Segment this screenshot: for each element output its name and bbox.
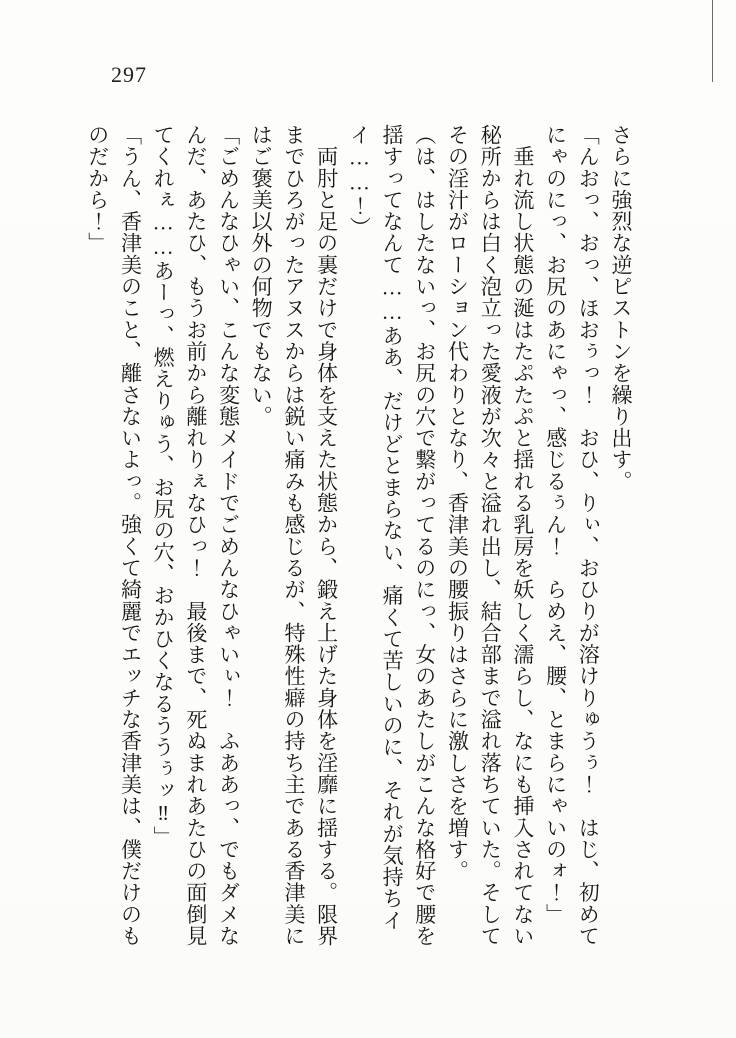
- paragraph: 垂れ流し状態の涎はたぷたぷと揺れる乳房を妖しく濡らし、なにも挿入されてない秘所からは白く泡立った愛液が次々と溢れ出し、結合部まで溢れ落ちていた。そしてその淫汁がローション代わりとなり、香津美の腰振りはさらに激しさを増す。: [445, 124, 535, 947]
- paragraph: 両肘と足の裏だけで身体を支えた状態から、鍛え上げた身体を淫靡に揺する。限界までひろがったアヌスからは鋭い痛みも感じるが、特殊性癖の持ち主である香津美にはご褒美以外の何物でもない。: [249, 124, 339, 947]
- paragraph: 「んおっ、おっ、ほおぅっ！ おひ、りぃ、おひりが溶けりゅうぅ！ はじ、初めてにゃのにっ、お尻のあにゃっ、感じるぅん！ らめえ、腰、とまらにゃいのォ！」: [543, 124, 601, 947]
- paragraph: 「うん、香津美のこと、離さないよっ。強くて綺麗でエッチな香津美は、僕だけのものだから！」: [85, 124, 143, 947]
- page-edge-scan-line: [712, 0, 713, 82]
- paragraph: （は、はしたないっ、お尻の穴で繋がってるのにっ、女のあたしがこんな格好で腰を揺すってなんて……ああ、だけどとまらない、痛くて苦しいのに、それが気持ちイイ……！）: [347, 124, 437, 947]
- page-number: 297: [111, 62, 147, 87]
- paragraph: 「ごめんなひゃい、こんな変態メイドでごめんなひゃいぃ！ ふああっ、でもダメなんだ、あたひ、もうお前から離れりぇなひっ！ 最後まで、死ぬまれあたひの面倒見てくれぇ……あーっ、燃えりゅう、お尻の穴、おかひくなるううぅッ‼」: [151, 124, 241, 947]
- paragraph: さらに強烈な逆ピストンを繰り出す。: [609, 124, 633, 493]
- novel-text-block: [81, 124, 637, 950]
